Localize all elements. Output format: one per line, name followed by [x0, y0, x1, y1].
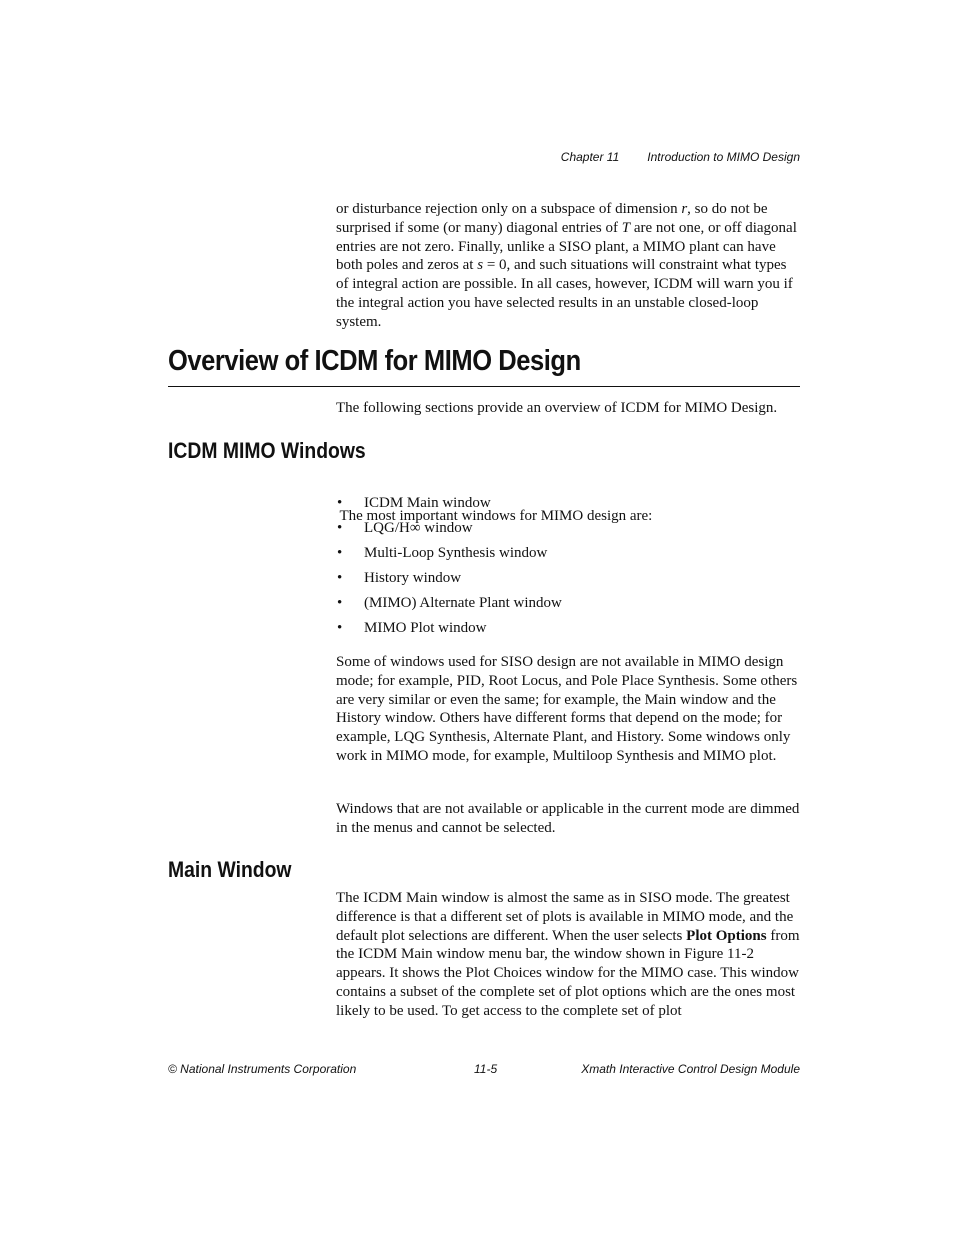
bullet: • [337, 520, 343, 536]
bullet: • [337, 570, 343, 586]
section-heading: Overview of ICDM for MIMO Design [168, 345, 581, 377]
bullet: • [337, 495, 343, 511]
heading-rule [168, 386, 800, 387]
list-item: • MIMO Plot window [337, 620, 487, 636]
list-item: • Multi-Loop Synthesis window [337, 545, 548, 561]
windows-paragraph-1: Some of windows used for SISO design are not available in MIMO design mode; for example, PID, Root Locus, and Pole Place Synthesis. Some others are very similar or even the same; for example, the Main window and the History window. Others have different forms that depend on the mode; for example, LQG Synthesis, Alternate Plant, and History. Some windows only work in MIMO mode, for example, Multiloop Synthesis and MIMO plot. [336, 654, 798, 764]
running-header [561, 150, 800, 164]
footer-copyright: © National Instruments Corporation [168, 1062, 357, 1076]
list-item: • History window [337, 570, 462, 586]
bullet: • [337, 595, 343, 611]
intro-paragraph: or disturbance rejection only on a subspace of dimension r, so do not be surprised if some (or many) diagonal entries of T are not one, or off diagonal entries are not zero. Finally, unlike a SISO plant, a MIMO plant can have both poles and zeros at s = 0, and such situations will constraint what types of integral action are possible. In all cases, however, ICDM will warn you if the integral action you have selected results in an unstable closed-loop system. [336, 201, 797, 330]
main-window-paragraph: The ICDM Main window is almost the same as in SISO mode. The greatest difference is that a different set of plots is available in MIMO mode, and the default plot selections are different. When the user selects Plot Options from the ICDM Main window menu bar, the window shown in Figure 11-2 appears. It shows the Plot Choices window for the MIMO case. This window contains a subset of the complete set of plot options which are the ones most likely to be used. To get access to the complete set of plot [336, 890, 800, 1019]
footer-product: Xmath Interactive Control Design Module [581, 1062, 800, 1076]
header-chapter: Chapter 11 [560, 150, 620, 164]
bullet: • [337, 545, 343, 561]
footer-page-number: 11-5 [474, 1062, 498, 1076]
windows-paragraph-2: Windows that are not available or applicable in the current mode are dimmed in the menus and cannot be selected. [336, 801, 800, 836]
list-item: • LQG/H∞ window [337, 520, 473, 536]
subheading-windows: ICDM MIMO Windows [168, 438, 366, 463]
list-item: • ICDM Main window [337, 495, 491, 511]
subheading-main-window: Main Window [168, 857, 292, 882]
bullet: • [337, 620, 343, 636]
list-item: • (MIMO) Alternate Plant window [337, 595, 562, 611]
windows-list [336, 494, 562, 644]
header-title: Introduction to MIMO Design [647, 150, 800, 164]
windows-lead: The most important windows for MIMO design are: [336, 507, 653, 524]
section-intro: The following sections provide an overview of ICDM for MIMO Design. [336, 400, 778, 416]
